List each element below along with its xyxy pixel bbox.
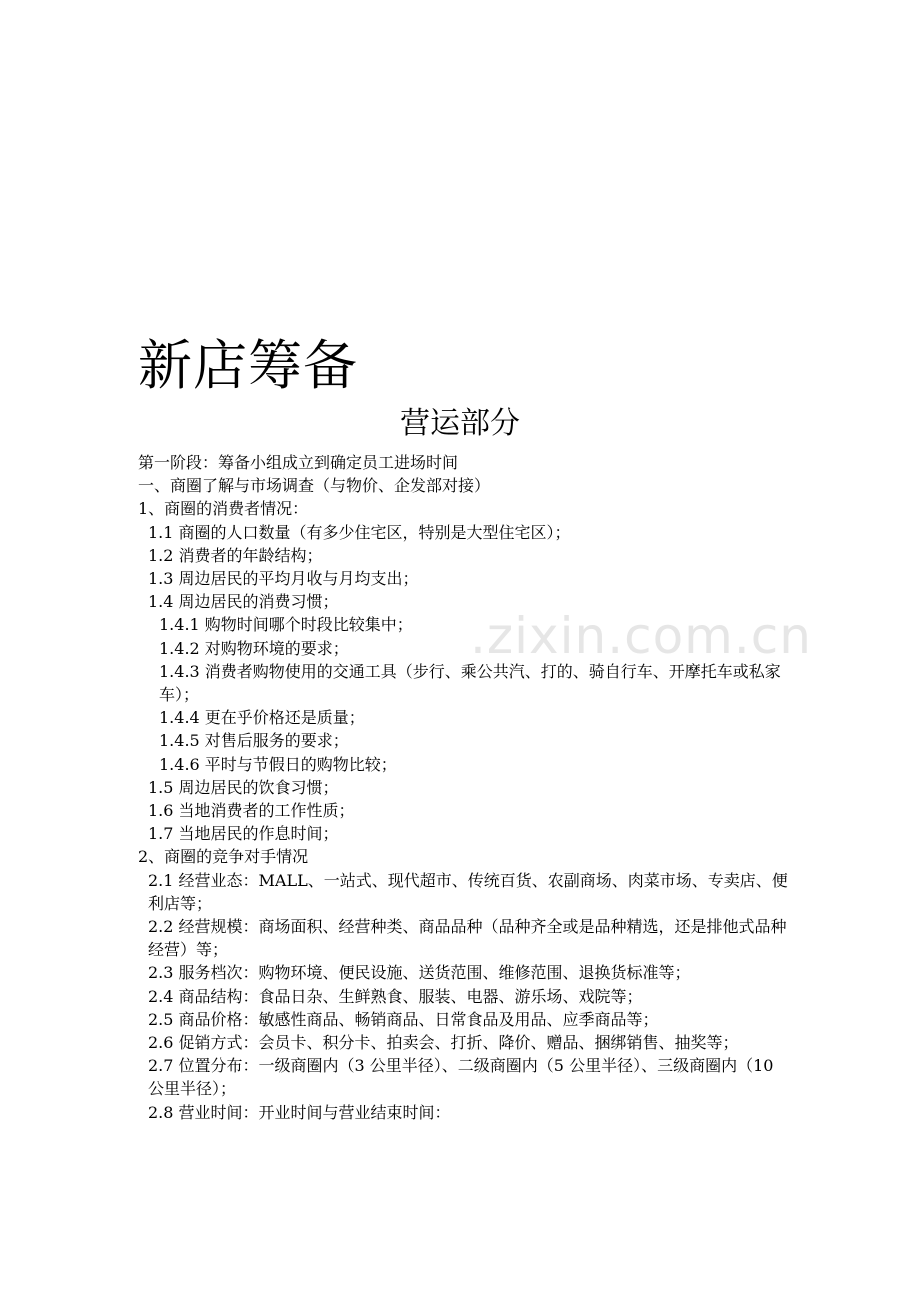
text-line: 2.6 促销方式：会员卡、积分卡、拍卖会、打折、降价、赠品、捆绑销售、抽奖等； [148, 1033, 739, 1053]
text-line: 1.5 周边居民的饮食习惯； [148, 777, 339, 797]
text-line: 第一阶段：筹备小组成立到确定员工进场时间 [138, 453, 459, 472]
text-line: 1.4.6 平时与节假日的购物比较； [159, 754, 397, 774]
section-title: 营运部分 [400, 406, 520, 441]
document-body [138, 451, 790, 1124]
text-line: 1.6 当地消费者的工作性质； [148, 801, 355, 821]
watermark: .zixin.com.cn [470, 607, 812, 665]
text-line: 1.3 周边居民的平均月收与月均支出； [148, 569, 419, 589]
text-line: 一、商圈了解与市场调查（与物价、企发部对接） [138, 476, 491, 496]
document-title: 新店筹备 [138, 334, 358, 397]
text-line: 1、商圈的消费者情况： [138, 499, 309, 519]
text-line: 2.4 商品结构：食品日杂、生鲜熟食、服装、电器、游乐场、戏院等； [148, 986, 643, 1006]
text-line: 1.4.2 对购物环境的要求； [159, 638, 349, 658]
text-line: 2.3 服务档次：购物环境、便民设施、送货范围、维修范围、退换货标准等； [148, 963, 691, 983]
text-line: 1.4.3 消费者购物使用的交通工具（步行、乘公共汽、打的、骑自行车、开摩托车或私家车）； [159, 661, 781, 705]
text-line: 1.7 当地居民的作息时间； [148, 824, 339, 844]
text-line: 2.2 经营规模：商场面积、经营种类、商品品种（品种齐全或是品种精选，还是排他式品种经营）等； [148, 917, 787, 960]
text-line: 1.4.5 对售后服务的要求； [159, 731, 349, 751]
text-line: 1.2 消费者的年龄结构； [148, 545, 323, 565]
text-line: 1.1 商圈的人口数量（有多少住宅区，特别是大型住宅区）； [148, 522, 571, 542]
text-line: 2.7 位置分布：一级商圈内（3 公里半径）、二级商圈内（5 公里半径）、三级商圈内（10 公里半径）； [148, 1056, 779, 1099]
text-line: 1.4.4 更在乎价格还是质量； [159, 708, 365, 728]
text-line: 2、商圈的竞争对手情况 [138, 847, 309, 867]
text-line: 2.1 经营业态：MALL、一站式、现代超市、传统百货、农副商场、肉菜市场、专卖店、便利店等； [148, 870, 788, 913]
text-line: 1.4 周边居民的消费习惯； [148, 592, 339, 612]
text-line: 2.8 营业时间：开业时间与营业结束时间： [148, 1102, 451, 1122]
text-line: 2.5 商品价格：敏感性商品、畅销商品、日常食品及用品、应季商品等； [148, 1009, 659, 1029]
text-line: 1.4.1 购物时间哪个时段比较集中； [159, 615, 413, 635]
